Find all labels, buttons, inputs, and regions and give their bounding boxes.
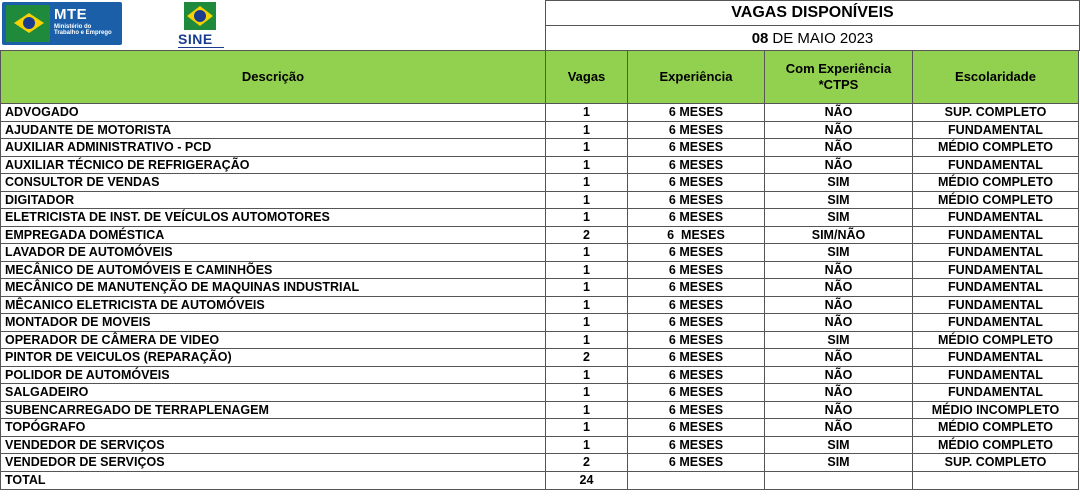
cell-vagas: 1	[546, 191, 628, 209]
cell-experiencia: 6 MESES	[628, 156, 765, 174]
mte-logo	[2, 2, 122, 45]
cell-experiencia: 6 MESES	[628, 261, 765, 279]
cell-vagas: 1	[546, 244, 628, 262]
table-row	[1, 156, 1079, 174]
cell-ctps: NÃO	[765, 139, 913, 157]
cell-vagas: 1	[546, 156, 628, 174]
table-row	[1, 401, 1079, 419]
cell-escolaridade: SUP. COMPLETO	[913, 454, 1079, 472]
cell-vagas: 1	[546, 209, 628, 227]
cell-ctps: SIM	[765, 174, 913, 192]
cell-descricao: MÊCANICO ELETRICISTA DE AUTOMÓVEIS	[1, 296, 546, 314]
cell-descricao: LAVADOR DE AUTOMÓVEIS	[1, 244, 546, 262]
cell-escolaridade: FUNDAMENTAL	[913, 121, 1079, 139]
table-row	[1, 226, 1079, 244]
logos-area	[0, 0, 545, 50]
total-value: 24	[546, 471, 628, 489]
table-row	[1, 314, 1079, 332]
cell-descricao: ELETRICISTA DE INST. DE VEÍCULOS AUTOMOTORES	[1, 209, 546, 227]
table-row	[1, 296, 1079, 314]
table-row	[1, 454, 1079, 472]
cell-descricao: ADVOGADO	[1, 104, 546, 122]
empty-cell	[765, 471, 913, 489]
cell-vagas: 1	[546, 366, 628, 384]
table-body	[1, 104, 1079, 490]
cell-descricao: POLIDOR DE AUTOMÓVEIS	[1, 366, 546, 384]
cell-ctps: NÃO	[765, 279, 913, 297]
cell-ctps: SIM	[765, 454, 913, 472]
cell-experiencia: 6 MESES	[628, 314, 765, 332]
cell-escolaridade: MÉDIO INCOMPLETO	[913, 401, 1079, 419]
cell-vagas: 1	[546, 419, 628, 437]
date-month-year: DE MAIO 2023	[772, 29, 874, 47]
date-day: 08	[751, 29, 769, 47]
cell-descricao: SALGADEIRO	[1, 384, 546, 402]
cell-vagas: 1	[546, 401, 628, 419]
column-header-descricao: Descrição	[1, 51, 546, 104]
brazil-flag-icon	[6, 5, 50, 42]
column-header-vagas: Vagas	[546, 51, 628, 104]
cell-escolaridade: FUNDAMENTAL	[913, 279, 1079, 297]
cell-escolaridade: MÉDIO COMPLETO	[913, 331, 1079, 349]
cell-descricao: PINTOR DE VEICULOS (REPARAÇÃO)	[1, 349, 546, 367]
cell-descricao: MONTADOR DE MOVEIS	[1, 314, 546, 332]
cell-vagas: 1	[546, 279, 628, 297]
cell-vagas: 1	[546, 384, 628, 402]
cell-escolaridade: FUNDAMENTAL	[913, 366, 1079, 384]
cell-vagas: 1	[546, 174, 628, 192]
cell-descricao: MECÂNICO DE AUTOMÓVEIS E CAMINHÕES	[1, 261, 546, 279]
cell-descricao: VENDEDOR DE SERVIÇOS	[1, 436, 546, 454]
cell-vagas: 2	[546, 349, 628, 367]
column-header-escolaridade: Escolaridade	[913, 51, 1079, 104]
cell-escolaridade: FUNDAMENTAL	[913, 261, 1079, 279]
cell-descricao: EMPREGADA DOMÉSTICA	[1, 226, 546, 244]
cell-experiencia: 6 MESES	[628, 209, 765, 227]
cell-experiencia: 6 MESES	[628, 436, 765, 454]
cell-ctps: SIM	[765, 331, 913, 349]
sine-logo-text: SINE	[178, 31, 213, 47]
cell-descricao: AJUDANTE DE MOTORISTA	[1, 121, 546, 139]
cell-descricao: SUBENCARREGADO DE TERRAPLENAGEM	[1, 401, 546, 419]
cell-vagas: 1	[546, 261, 628, 279]
table-row	[1, 349, 1079, 367]
cell-descricao: MECÂNICO DE MANUTENÇÃO DE MAQUINAS INDUSTRIAL	[1, 279, 546, 297]
cell-vagas: 1	[546, 104, 628, 122]
cell-escolaridade: MÉDIO COMPLETO	[913, 419, 1079, 437]
table-row	[1, 436, 1079, 454]
mte-logo-text: MTE	[54, 6, 88, 23]
cell-ctps: SIM/NÃO	[765, 226, 913, 244]
cell-vagas: 1	[546, 331, 628, 349]
column-header-ctps: Com Experiência *CTPS	[765, 51, 913, 104]
cell-escolaridade: MÉDIO COMPLETO	[913, 174, 1079, 192]
cell-ctps: NÃO	[765, 296, 913, 314]
cell-escolaridade: MÉDIO COMPLETO	[913, 139, 1079, 157]
table-row	[1, 384, 1079, 402]
cell-ctps: SIM	[765, 244, 913, 262]
total-label: TOTAL	[1, 471, 546, 489]
cell-experiencia: 6 MESES	[628, 279, 765, 297]
cell-escolaridade: FUNDAMENTAL	[913, 244, 1079, 262]
column-header-experiencia: Experiência	[628, 51, 765, 104]
table-row	[1, 139, 1079, 157]
mte-logo-subtext: Ministério do Trabalho e Emprego	[54, 24, 112, 36]
page-title: VAGAS DISPONÍVEIS	[545, 0, 1080, 25]
cell-experiencia: 6 MESES	[628, 419, 765, 437]
cell-experiencia: 6 MESES	[628, 244, 765, 262]
cell-escolaridade: FUNDAMENTAL	[913, 209, 1079, 227]
cell-experiencia: 6 MESES	[628, 121, 765, 139]
cell-escolaridade: FUNDAMENTAL	[913, 156, 1079, 174]
cell-experiencia: 6 MESES	[628, 349, 765, 367]
vacancies-table	[0, 50, 1079, 490]
cell-experiencia: 6 MESES	[628, 296, 765, 314]
cell-ctps: NÃO	[765, 261, 913, 279]
cell-experiencia: 6 MESES	[628, 401, 765, 419]
cell-experiencia: 6 MESES	[628, 226, 765, 244]
cell-vagas: 1	[546, 436, 628, 454]
cell-vagas: 1	[546, 121, 628, 139]
cell-experiencia: 6 MESES	[628, 366, 765, 384]
cell-descricao: OPERADOR DE CÂMERA DE VIDEO	[1, 331, 546, 349]
brazil-flag-icon	[184, 2, 216, 30]
cell-ctps: NÃO	[765, 349, 913, 367]
cell-experiencia: 6 MESES	[628, 104, 765, 122]
cell-descricao: TOPÓGRAFO	[1, 419, 546, 437]
cell-experiencia: 6 MESES	[628, 174, 765, 192]
cell-experiencia: 6 MESES	[628, 191, 765, 209]
cell-vagas: 1	[546, 296, 628, 314]
cell-escolaridade: FUNDAMENTAL	[913, 349, 1079, 367]
table-row	[1, 104, 1079, 122]
table-row	[1, 174, 1079, 192]
cell-ctps: NÃO	[765, 314, 913, 332]
table-row	[1, 191, 1079, 209]
table-row	[1, 209, 1079, 227]
cell-ctps: SIM	[765, 191, 913, 209]
cell-descricao: AUXILIAR TÉCNICO DE REFRIGERAÇÃO	[1, 156, 546, 174]
table-row	[1, 261, 1079, 279]
date-label	[545, 25, 1080, 51]
cell-descricao: VENDEDOR DE SERVIÇOS	[1, 454, 546, 472]
cell-descricao: AUXILIAR ADMINISTRATIVO - PCD	[1, 139, 546, 157]
total-row	[1, 471, 1079, 489]
cell-experiencia: 6 MESES	[628, 454, 765, 472]
cell-ctps: NÃO	[765, 419, 913, 437]
cell-vagas: 1	[546, 139, 628, 157]
cell-escolaridade: SUP. COMPLETO	[913, 104, 1079, 122]
table-row	[1, 121, 1079, 139]
cell-vagas: 2	[546, 454, 628, 472]
table-row	[1, 279, 1079, 297]
cell-escolaridade: FUNDAMENTAL	[913, 226, 1079, 244]
cell-ctps: NÃO	[765, 384, 913, 402]
table-row	[1, 366, 1079, 384]
cell-ctps: NÃO	[765, 121, 913, 139]
cell-escolaridade: FUNDAMENTAL	[913, 296, 1079, 314]
cell-experiencia: 6 MESES	[628, 331, 765, 349]
empty-cell	[628, 471, 765, 489]
cell-descricao: CONSULTOR DE VENDAS	[1, 174, 546, 192]
cell-descricao: DIGITADOR	[1, 191, 546, 209]
cell-ctps: NÃO	[765, 366, 913, 384]
empty-cell	[913, 471, 1079, 489]
cell-ctps: SIM	[765, 436, 913, 454]
cell-vagas: 2	[546, 226, 628, 244]
cell-escolaridade: MÉDIO COMPLETO	[913, 191, 1079, 209]
table-header-row	[1, 51, 1079, 104]
cell-vagas: 1	[546, 314, 628, 332]
table-row	[1, 244, 1079, 262]
cell-ctps: NÃO	[765, 401, 913, 419]
cell-experiencia: 6 MESES	[628, 384, 765, 402]
cell-escolaridade: FUNDAMENTAL	[913, 314, 1079, 332]
table-row	[1, 331, 1079, 349]
cell-escolaridade: FUNDAMENTAL	[913, 384, 1079, 402]
sine-logo	[176, 2, 226, 48]
cell-escolaridade: MÉDIO COMPLETO	[913, 436, 1079, 454]
cell-experiencia: 6 MESES	[628, 139, 765, 157]
cell-ctps: NÃO	[765, 104, 913, 122]
cell-ctps: NÃO	[765, 156, 913, 174]
cell-ctps: SIM	[765, 209, 913, 227]
table-row	[1, 419, 1079, 437]
